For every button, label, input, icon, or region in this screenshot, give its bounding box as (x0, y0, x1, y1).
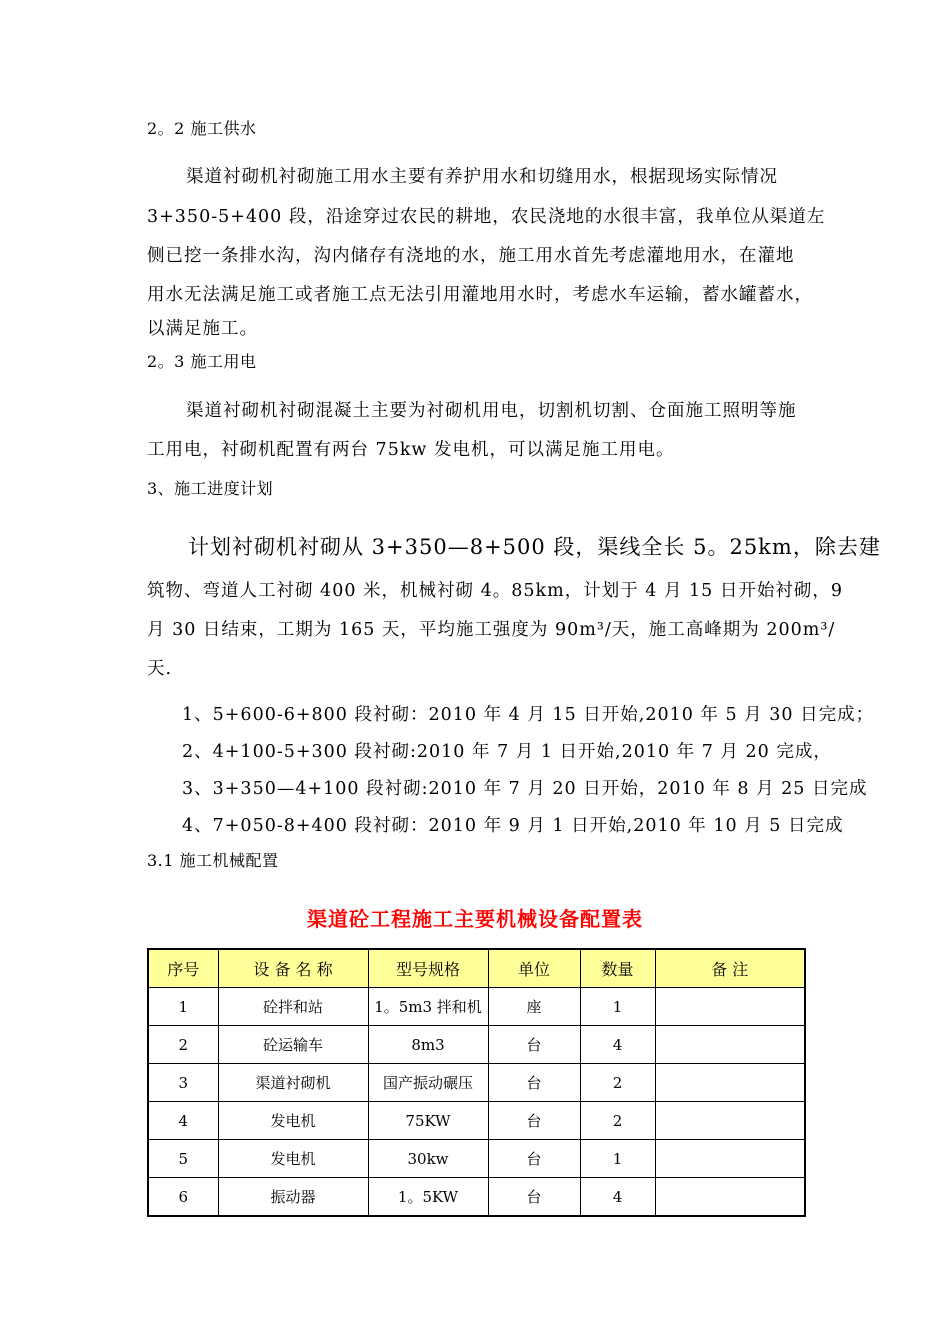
cell-name: 振动器 (218, 1178, 368, 1217)
plan-line-2: 筑物、弯道人工衬砌 400 米，机械衬砌 4。85km，计划于 4 月 15 日开始衬砌，9 (147, 581, 843, 601)
table-header-row (148, 949, 805, 988)
table-row (148, 1178, 805, 1217)
cell-name: 砼拌和站 (218, 988, 368, 1026)
plan-line-4: 天. (147, 659, 173, 679)
cell-remark (655, 1102, 805, 1140)
cell-name: 砼运输车 (218, 1026, 368, 1064)
heading-2-3: 2。3 施工用电 (147, 352, 257, 371)
cell-remark (655, 1140, 805, 1178)
cell-remark (655, 1064, 805, 1102)
cell-qty: 2 (580, 1064, 655, 1102)
table-row (148, 1140, 805, 1178)
water-line-1: 渠道衬砌机衬砌施工用水主要有养护用水和切缝用水，根据现场实际情况 (186, 167, 778, 187)
cell-qty: 1 (580, 1140, 655, 1178)
cell-model: 1。5KW (368, 1178, 488, 1217)
cell-remark (655, 988, 805, 1026)
header-model: 型号规格 (368, 949, 488, 988)
schedule-item-4: 4、7+050-8+400 段衬砌：2010 年 9 月 1 日开始,2010 年 10 月 5 日完成 (182, 816, 844, 836)
cell-model: 国产振动碾压 (368, 1064, 488, 1102)
plan-line-1: 计划衬砌机衬砌从 3+350—8+500 段，渠线全长 5。25km，除去建 (188, 535, 881, 559)
cell-qty: 4 (580, 1026, 655, 1064)
header-unit: 单位 (488, 949, 580, 988)
heading-3: 3、施工进度计划 (147, 479, 274, 498)
schedule-item-1: 1、5+600-6+800 段衬砌：2010 年 4 月 15 日开始,2010 年 5 月 30 日完成； (182, 705, 875, 725)
header-name: 设 备 名 称 (218, 949, 368, 988)
table-title: 渠道砼工程施工主要机械设备配置表 (307, 907, 643, 931)
cell-name: 渠道衬砌机 (218, 1064, 368, 1102)
cell-qty: 4 (580, 1178, 655, 1217)
schedule-item-3: 3、3+350—4+100 段衬砌:2010 年 7 月 20 日开始，2010 年 8 月 25 日完成 (182, 779, 868, 799)
cell-index: 6 (148, 1178, 218, 1217)
plan-line-3: 月 30 日结束，工期为 165 天，平均施工强度为 90m³/天，施工高峰期为 200m³/ (147, 620, 836, 640)
cell-model: 30kw (368, 1140, 488, 1178)
table-row (148, 1026, 805, 1064)
header-qty: 数量 (580, 949, 655, 988)
cell-model: 75KW (368, 1102, 488, 1140)
cell-qty: 2 (580, 1102, 655, 1140)
equipment-table (147, 948, 806, 1217)
water-line-2: 3+350-5+400 段，沿途穿过农民的耕地，农民浇地的水很丰富，我单位从渠道左 (147, 207, 826, 227)
cell-unit: 台 (488, 1140, 580, 1178)
schedule-item-2: 2、4+100-5+300 段衬砌:2010 年 7 月 1 日开始,2010 年 7 月 20 完成， (182, 742, 832, 762)
table-row (148, 1102, 805, 1140)
table-row (148, 1064, 805, 1102)
heading-3-1: 3.1 施工机械配置 (147, 851, 279, 870)
cell-model: 8m3 (368, 1026, 488, 1064)
power-line-1: 渠道衬砌机衬砌混凝土主要为衬砌机用电，切割机切割、仓面施工照明等施 (186, 401, 797, 421)
table-row (148, 988, 805, 1026)
cell-unit: 座 (488, 988, 580, 1026)
power-line-2: 工用电，衬砌机配置有两台 75kw 发电机，可以满足施工用电。 (147, 440, 675, 460)
header-index: 序号 (148, 949, 218, 988)
cell-index: 4 (148, 1102, 218, 1140)
heading-2-2: 2。2 施工供水 (147, 119, 257, 138)
water-line-5: 以满足施工。 (147, 319, 258, 339)
header-remark: 备 注 (655, 949, 805, 988)
cell-index: 5 (148, 1140, 218, 1178)
water-line-4: 用水无法满足施工或者施工点无法引用灌地用水时，考虑水车运输，蓄水罐蓄水， (147, 285, 813, 305)
cell-index: 2 (148, 1026, 218, 1064)
cell-index: 1 (148, 988, 218, 1026)
cell-unit: 台 (488, 1178, 580, 1217)
cell-qty: 1 (580, 988, 655, 1026)
cell-unit: 台 (488, 1102, 580, 1140)
cell-model: 1。5m3 拌和机 (368, 988, 488, 1026)
cell-index: 3 (148, 1064, 218, 1102)
cell-unit: 台 (488, 1064, 580, 1102)
water-line-3: 侧已挖一条排水沟，沟内储存有浇地的水，施工用水首先考虑灌地用水，在灌地 (147, 246, 795, 266)
cell-unit: 台 (488, 1026, 580, 1064)
cell-name: 发电机 (218, 1140, 368, 1178)
cell-remark (655, 1026, 805, 1064)
cell-name: 发电机 (218, 1102, 368, 1140)
cell-remark (655, 1178, 805, 1217)
